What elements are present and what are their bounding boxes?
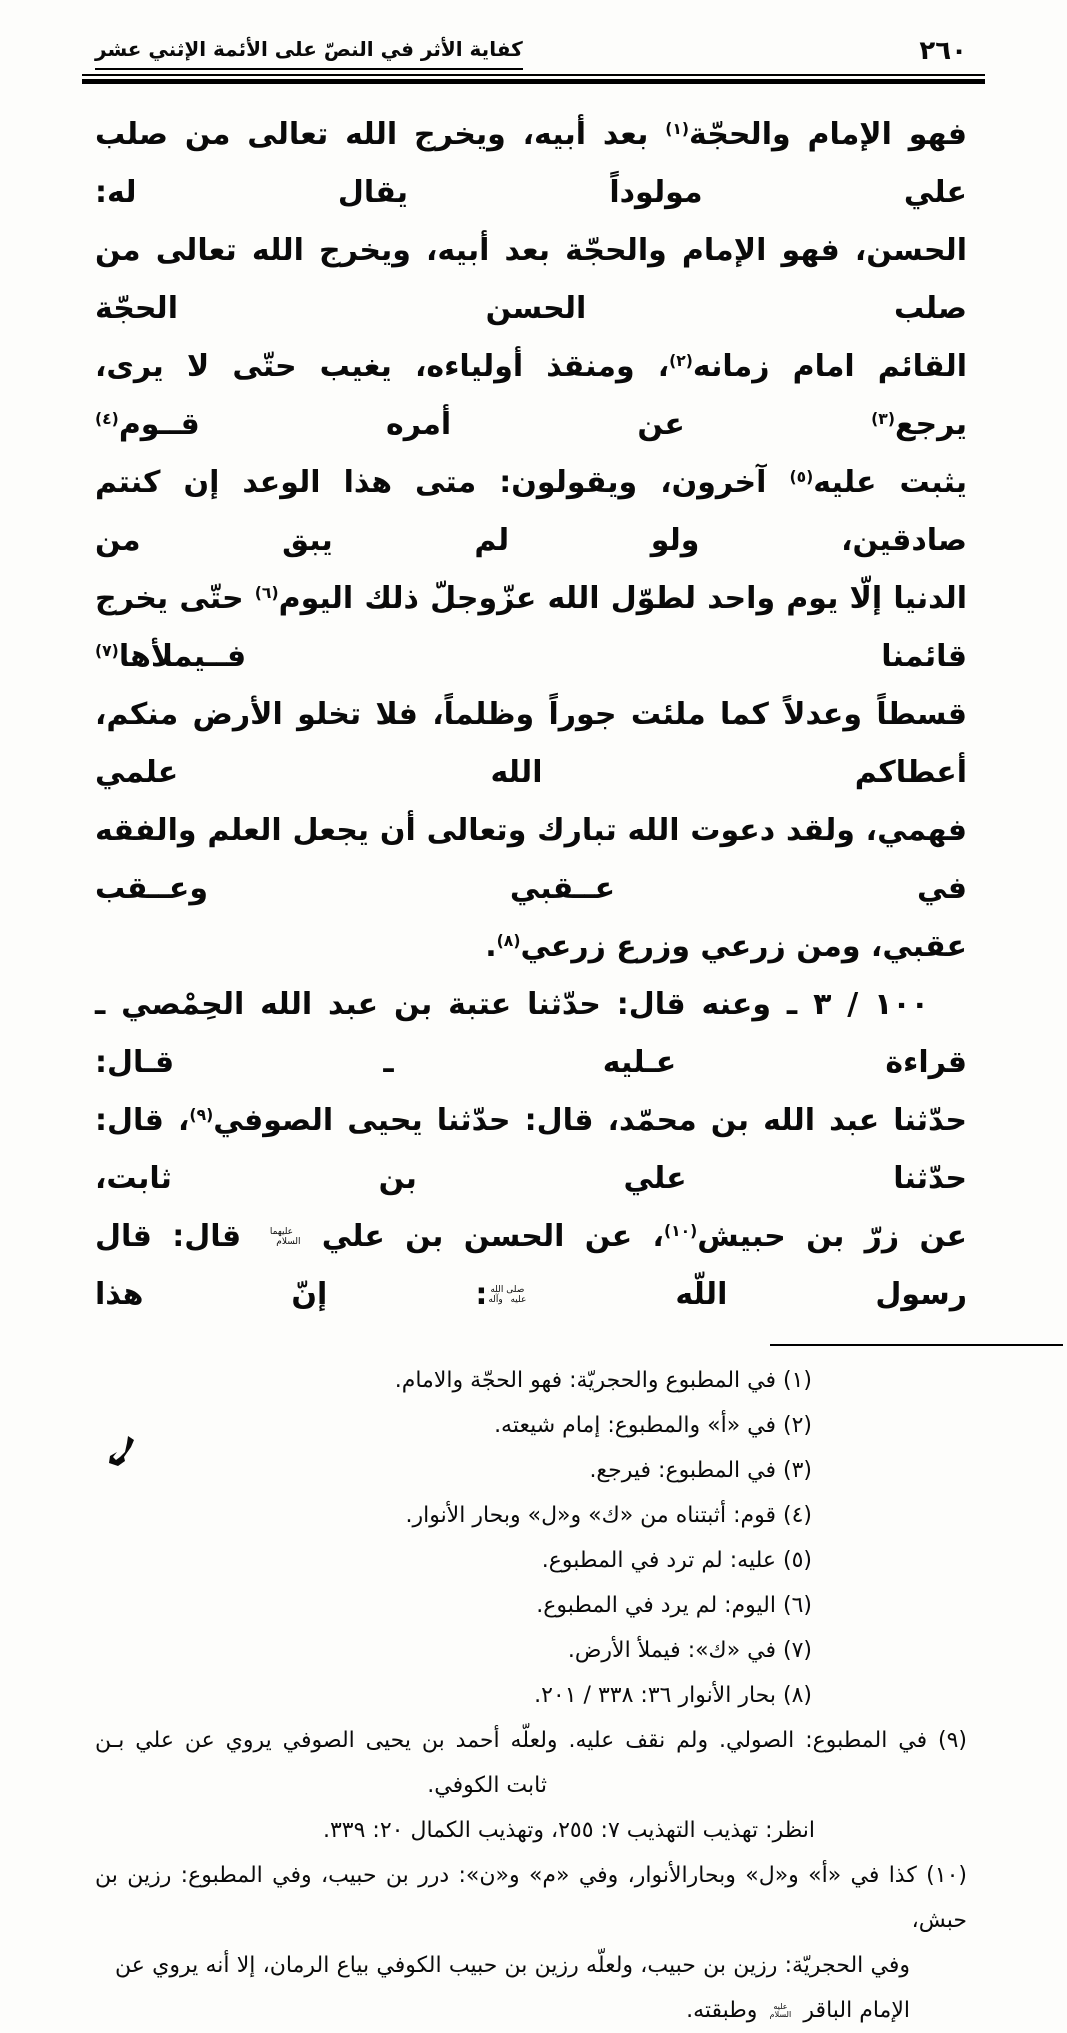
body-line: عن زرّ بن حبيش$^{(١٠)}$، عن الحسن بن علي عليهما السلام قال: قال رسول اللّه صلى الله عليه وآله: إنّ هذا: [95, 1219, 967, 1312]
catchword-glyph-icon: [98, 1430, 144, 1472]
header-rule-thick-line: [82, 79, 985, 84]
body-line: قسطاً وعدلاً كما ملئت جوراً وظلماً، فلا تخلو الأرض منكم، أعطاكم الله علمي: [95, 697, 967, 790]
body-line: فهو الإمام والحجّة$^{(١)}$ بعد أبيه، ويخرج الله تعالى من صلب علي مولوداً يقال له:: [95, 117, 967, 210]
footnote-8: (٨) بحار الأنوار ٣٦: ٣٣٨ / ٢٠١.: [534, 1683, 812, 1708]
footnote-9-line-2: ثابت الكوفي.: [427, 1773, 547, 1798]
honorific-mark: عليهما السلام: [269, 1227, 301, 1247]
body-line-hadith-start: ١٠٠ / ٣ ـ وعنه قال: حدّثنا عتبة بن عبد الله الحِمْصي ـ قراءة عـليه ـ قـال:: [95, 987, 967, 1080]
footnote-4: (٤) قوم: أثبتناه من «ك» و«ل» وبحار الأنوار.: [405, 1503, 812, 1528]
book-title: كفاية الأثر في النصّ على الأئمة الإثني عشر: [95, 37, 523, 70]
body-line: يثبت عليه$^{(٥)}$ آخرون، ويقولون: متى هذا الوعد إن كنتم صادقين، ولو لم يبق من: [95, 465, 967, 558]
footnote-1: (١) في المطبوع والحجريّة: فهو الحجّة والامام.: [394, 1368, 812, 1393]
catchword-mark: [98, 1430, 144, 1472]
honorific-mark: صلى الله عليه وآله: [488, 1285, 527, 1305]
header-rule-thin-line: [82, 74, 985, 76]
page-number: ٢٦٠: [919, 36, 967, 66]
footnote-10-line-1: (١٠) كذا في «أ» و«ل» وبحارالأنوار، وفي «م» و«ن»: درر بن حبيب، وفي المطبوع: رزين بن حبش،: [95, 1863, 967, 1933]
page-header: [95, 36, 967, 70]
footnote-9-reference: انظر: تهذيب التهذيب ٧: ٢٥٥، وتهذيب الكمال ٢٠: ٣٣٩.: [322, 1818, 815, 1843]
body-line: حدّثنا عبد الله بن محمّد، قال: حدّثنا يحيى الصوفي$^{(٩)}$، قال: حدّثنا علي بن ثابت،: [95, 1103, 968, 1196]
book-page: [0, 36, 1067, 2023]
header-rule: [82, 74, 985, 84]
honorific-mark: عليه السلام: [769, 2001, 792, 2019]
footnote-separator: [770, 1344, 1063, 1346]
footnote-3: (٣) في المطبوع: فيرجع.: [589, 1458, 812, 1483]
body-line: الحسن، فهو الإمام والحجّة بعد أبيه، ويخرج الله تعالى من صلب الحسن الحجّة: [95, 233, 967, 326]
footnotes-section: [95, 1358, 967, 2033]
body-text: [95, 106, 967, 1324]
body-line: عقبي، ومن زرعي وزرع زرعي$^{(٨)}$.: [485, 929, 967, 964]
body-line: الدنيا إلّا يوم واحد لطوّل الله عزّوجلّ ذلك اليوم$^{(٦)}$ حتّى يخرج قائمنا فــيملأها$^{(٧)}$: [95, 581, 967, 674]
body-line: القائم امام زمانه$^{(٢)}$، ومنقذ أولياءه، يغيب حتّى لا يرى، يرجع$^{(٣)}$ عن أمره قــوم$^{(٤)}$: [95, 349, 967, 442]
footnote-2: (٢) في «أ» والمطبوع: إمام شيعته.: [494, 1413, 812, 1438]
footnote-10-line-2: وفي الحجريّة: رزين بن حبيب، ولعلّه رزين بن حبيب الكوفي بياع الرمان، إلا أنه يروي عن: [115, 1953, 910, 1978]
footnote-10-line-3: الإمام الباقر عليه السلام وطبقته.: [686, 1998, 910, 2023]
footnote-5: (٥) عليه: لم ترد في المطبوع.: [541, 1548, 812, 1573]
body-line: فهمي، ولقد دعوت الله تبارك وتعالى أن يجعل العلم والفقه في عــقبي وعــقب: [95, 813, 967, 906]
footnote-7: (٧) في «ك»: فيملأ الأرض.: [567, 1638, 812, 1663]
footnote-6: (٦) اليوم: لم يرد في المطبوع.: [536, 1593, 812, 1618]
footnote-9-line-1: (٩) في المطبوع: الصولي. ولم نقف عليه. ولعلّه أحمد بن يحيى الصوفي يروي عن علي بـن: [95, 1728, 967, 1753]
